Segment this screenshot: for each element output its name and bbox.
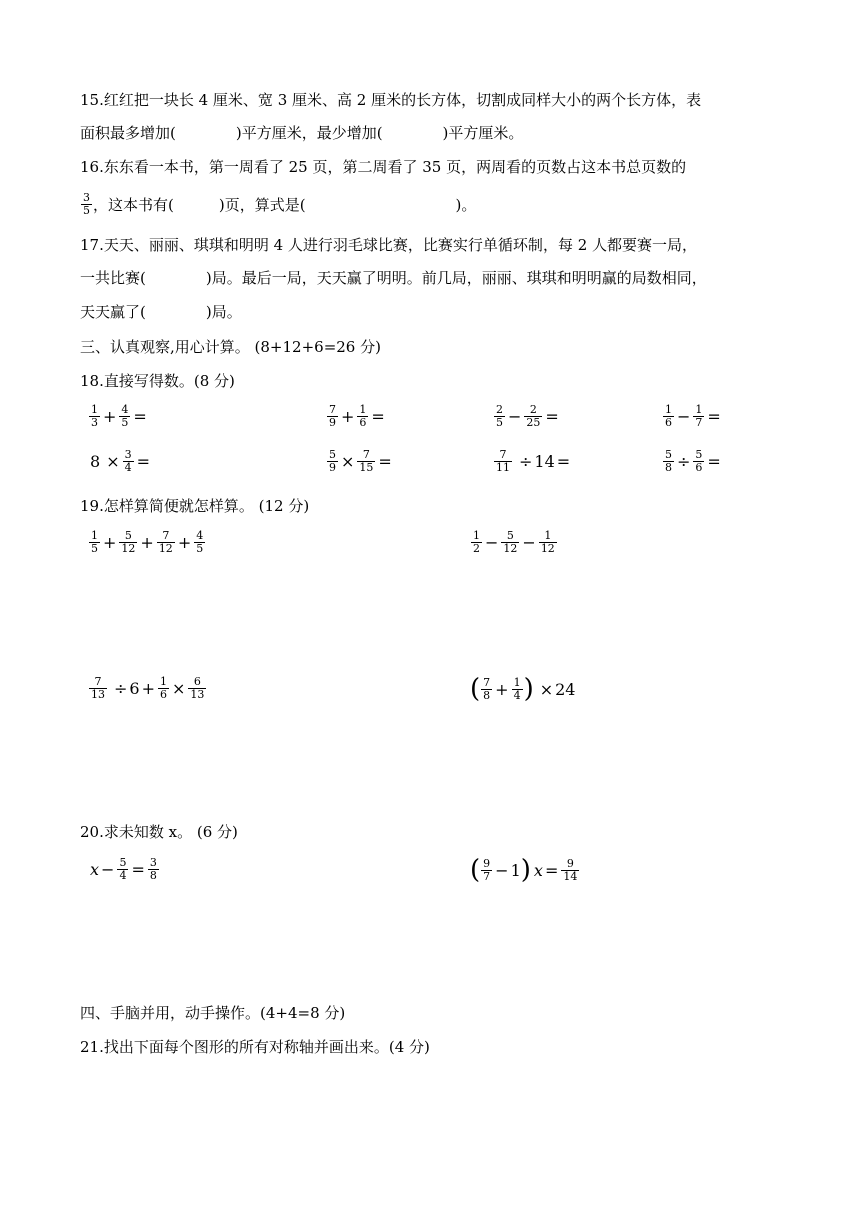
q18-expr-4: $\frac{1}{6}$ − $\frac{1}{7}$ =: [665, 403, 721, 429]
q16-line1: 16.东东看一本书，第一周看了 25 页，第二周看了 35 页，两周看的页数占这本书总页数的: [80, 158, 687, 176]
q16-fraction: $\frac{3}{5}$: [83, 191, 90, 217]
q17-line2: 一共比赛( )局。最后一局，天天赢了明明。前几局，丽丽、琪琪和明明赢的局数相同，: [80, 269, 707, 287]
q18-title: 18.直接写得数。(8 分): [80, 372, 235, 390]
q20-expr-1: x − $\frac{5}{4}$ = $\frac{3}{8}$: [90, 856, 157, 882]
q18-expr-2: $\frac{7}{9}$ + $\frac{1}{6}$ =: [329, 403, 385, 429]
q20-title: 20.求未知数 x。 (6 分): [80, 823, 238, 841]
q21-title: 21.找出下面每个图形的所有对称轴并画出来。(4 分): [80, 1038, 430, 1056]
q19-expr-3: $\frac{7}{13}$ ÷ 6 + $\frac{1}{6}$ × $\frac{6}{13}$: [91, 675, 205, 701]
q19-expr-1: $\frac{1}{5}$ + $\frac{5}{12}$ + $\frac{7}{12}$ + $\frac{4}{5}$: [91, 529, 204, 555]
q20-expr-2: ( $\frac{9}{7}$ − 1 ) x = $\frac{9}{14}$: [470, 855, 578, 885]
section3-title: 三、认真观察,用心计算。 (8+12+6=26 分): [80, 338, 381, 356]
q18-expr-7: $\frac{7}{11}$ ÷ 14 =: [496, 448, 571, 474]
q18-expr-6: $\frac{5}{9}$ × $\frac{7}{15}$ =: [329, 448, 392, 474]
q18-expr-8: $\frac{5}{8}$ ÷ $\frac{5}{6}$ =: [665, 448, 721, 474]
section4-title: 四、手脑并用，动手操作。(4+4=8 分): [80, 1004, 346, 1022]
q17-line1: 17.天天、丽丽、琪琪和明明 4 人进行羽毛球比赛，比赛实行单循环制，每 2 人都要赛一局，: [80, 236, 698, 254]
q19-title: 19.怎样算简便就怎样算。 (12 分): [80, 497, 310, 515]
q15-line2: 面积最多增加( )平方厘米，最少增加( )平方厘米。: [80, 124, 524, 142]
q19-expr-2: $\frac{1}{2}$ − $\frac{5}{12}$ − $\frac{1}{12}$: [473, 529, 555, 555]
q18-expr-5: 8 × $\frac{3}{4}$ =: [90, 448, 150, 474]
q18-expr-3: $\frac{2}{5}$ − $\frac{2}{25}$ =: [496, 403, 559, 429]
q18-expr-1: $\frac{1}{3}$ + $\frac{4}{5}$ =: [91, 403, 147, 429]
q19-expr-4: ( $\frac{7}{8}$ + $\frac{1}{4}$ ) × 24: [470, 674, 576, 704]
q17-line3: 天天赢了( )局。: [80, 303, 242, 321]
q15-line1: 15.红红把一块长 4 厘米、宽 3 厘米、高 2 厘米的长方体，切割成同样大小的两个长方体，表: [80, 91, 702, 109]
q16-line2: $\frac{3}{5}$ ，这本书有( )页，算式是( )。: [83, 191, 477, 217]
